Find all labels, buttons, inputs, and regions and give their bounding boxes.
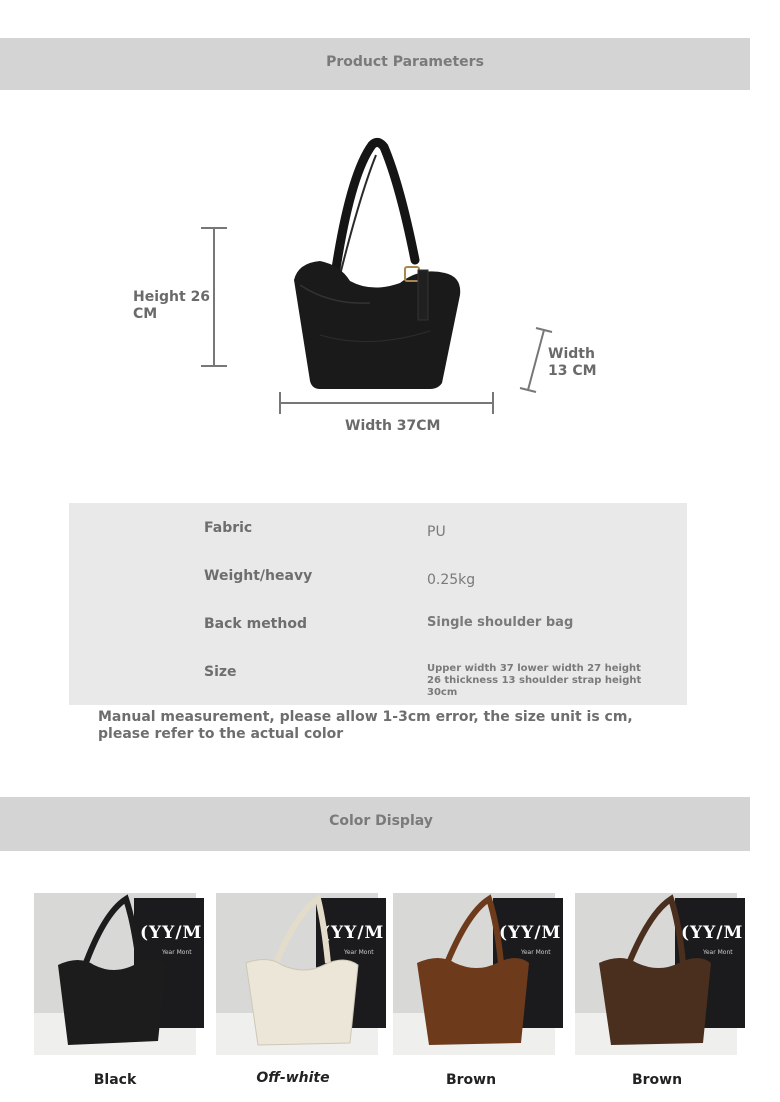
product-parameters-banner: [0, 38, 750, 90]
height-dimension-line: [213, 228, 215, 367]
spec-value-fabric: PU: [427, 524, 446, 540]
spec-key-size: Size: [204, 664, 237, 680]
width-label: Width 37CM: [345, 418, 441, 434]
depth-label: Width 13 CM: [548, 346, 597, 379]
bag-off-white-image: [216, 893, 378, 1055]
specs-table: [69, 503, 687, 705]
color-caption-off-white: Off-white: [256, 1070, 330, 1086]
width-dimension-cap-left: [279, 392, 281, 414]
height-dimension-cap-top: [201, 227, 227, 229]
height-dimension-cap-bottom: [201, 365, 227, 367]
spec-value-back-method: Single shoulder bag: [427, 615, 574, 630]
spec-key-weight: Weight/heavy: [204, 568, 313, 584]
color-caption-brown: Brown: [445, 1072, 497, 1088]
height-label: Height 26 CM: [133, 289, 211, 322]
color-caption-black: Black: [93, 1072, 137, 1088]
section-title: Product Parameters: [326, 54, 484, 70]
measurement-note: Manual measurement, please allow 1-3cm error, the size unit is cm, please refer to the actual color: [98, 709, 633, 742]
spec-value-weight: 0.25kg: [427, 572, 476, 588]
width-dimension-line: [279, 402, 494, 404]
section-title: Color Display: [329, 813, 433, 829]
color-thumb-off-white[interactable]: (YY/M Year Mont: [216, 893, 378, 1055]
bag-black-image: [34, 893, 196, 1055]
color-display-banner: [0, 797, 750, 851]
bag-brown-image: [393, 893, 555, 1055]
spec-key-fabric: Fabric: [204, 520, 253, 536]
color-caption-dark-brown: Brown: [631, 1072, 683, 1088]
color-thumb-brown[interactable]: (YY/M Year Mont: [393, 893, 555, 1055]
bag-illustration: [280, 135, 470, 395]
color-thumb-black[interactable]: (YY/M Year Mont: [34, 893, 196, 1055]
spec-key-back-method: Back method: [204, 616, 307, 632]
spec-value-size: Upper width 37 lower width 27 height 26 thickness 13 shoulder strap height 30cm: [427, 663, 642, 698]
bag-dark-brown-image: [575, 893, 737, 1055]
width-dimension-cap-right: [492, 392, 494, 414]
color-thumb-dark-brown[interactable]: (YY/M Year Mont: [575, 893, 737, 1055]
